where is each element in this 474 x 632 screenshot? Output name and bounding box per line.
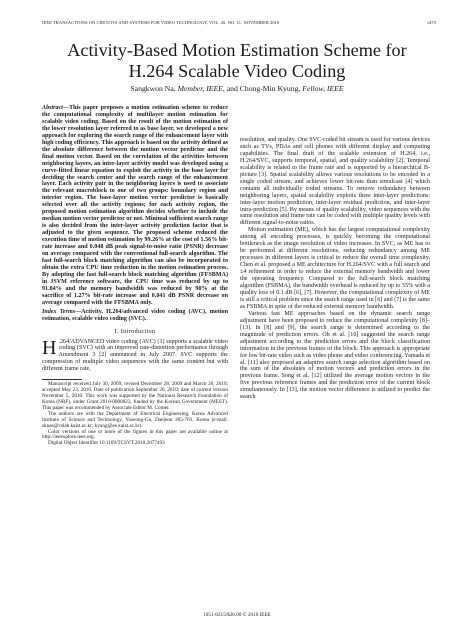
page-number: 1475	[426, 20, 436, 25]
copyright-footer: 1051-8215/$26.00 © 2010 IEEE	[203, 612, 271, 618]
drop-cap: H	[42, 338, 57, 359]
paper-title	[20, 40, 454, 81]
author-2-role: Fellow, IEEE	[302, 84, 344, 93]
introduction-text: .264/ADVANCED video coding (AVC) [1] supports a scalable video coding (SVC) with an improved rate-distortion performance through Amendment 3 [2] announced in July 2007. SVC supports the compression of multiple video sequences with the same content but with different frame rate,	[42, 338, 228, 373]
author-join: and Chong-Min Kyung,	[226, 84, 301, 93]
author-1-name: Sangkwon Na,	[130, 84, 176, 93]
abstract-text: —This paper proposes a motion estimation scheme to reduce the computational complexity of multilayer motion estimation for scalable video coding. Based on the result of the motion estimation of the lower resolution layer referred to as base layer, we developed a new approach for exploring the search range of the enhancement layer with high coding efficiency. This approach is based on the activity defined as the absolute difference between the motion vector predictor and the final motion vector. Based on the correlation of the activities between neighboring layers, an inter-layer activity model was developed using a curve-fitted linear equation to exploit the activity in the base layer for deciding the search center and the search range of the enhancement layer. Each activity pair in the neighboring layers is used to associate the relevant macroblock to one of two groups: boundary region and interior region. The base-layer motion vector predictor is basically selected over all the activity regions; for each activity region, the proposed motion estimation algorithm decides whether to include the median motion vector predictor or not. Minimal sufficient search range is also decided from the inter-layer activity prediction factor that is adjusted to the given sequence. The proposed scheme reduced the execution time of motion estimation by 99.26% at the cost of 1.56% bit-rate increase and 0.048 dB peak signal-to-noise ratio (PSNR) decrease on average compared with the conventional full-search algorithm. The fast full-search block matching algorithm can also be incorporated to obtain the extra CPU time reduction in the motion estimation process. By adopting the fast full-search block matching algorithm (FFSBMA) in JSVM reference software, the CPU time was reduced by up to 91.84% and the memory bandwidth was reduced by 90% at the sacrifice of 1.27% bit-rate increase and 0.041 dB PSNR decrease on average compared with the FFSBMA only.	[42, 105, 228, 306]
footnote-doi: Digital Object Identifier 10.1109/TCSVT.2010.2077493	[48, 440, 165, 447]
introduction-paragraph	[42, 339, 228, 374]
index-terms-text: —Activity, H.264/advanced video coding (AVC), motion estimation, scalable video coding (SVC).	[42, 308, 228, 322]
title-line-1: Activity-Based Motion Estimation Scheme for	[67, 40, 407, 60]
footnotes	[42, 382, 228, 447]
title-line-2: H.264 Scalable Video Coding	[128, 60, 346, 81]
author-line	[20, 84, 454, 93]
running-header	[42, 20, 436, 28]
index-terms	[42, 309, 228, 323]
left-column	[42, 105, 228, 447]
section-heading-introduction: I. Introduction	[114, 327, 156, 335]
author-1-role: Member, IEEE,	[177, 84, 225, 93]
right-paragraph-3: Various fast ME approaches based on the dynamic search range adjustment have been proposed to reduce the computational complexity [8]–[13]. In [8] and [9], the search range is determined according to the magnitude of prediction errors. Oh et al. [10] suggested the search range adjustment according to the prediction errors and the block classification information in the previous frames of the block. This approach is appropriate for low bit-rate video such as video phone and video conferencing. Yamada et al. [11] also proposed an adaptive search range selection algorithm based on the sum of the absolutes of motion vectors and prediction errors in the previous frame. Song et al. [12] utilized the average motion vectors in the five previous reference frames and the prediction error of the current block simultaneously. In [13], the motion vector difference is utilized to predict the search	[240, 310, 430, 401]
footnote-affiliation: The authors are with the Department of Electrical Engineering, Korea Advanced Institute of Science and Technology, Yuseong-Gu, Daejeon 305-701, Korea (e-mail: sknas@vslab.kaist.ac.kr; kyung@ee.kaist.ac.kr).	[42, 410, 228, 429]
index-terms-label: Index Terms	[42, 308, 76, 315]
abstract-label: Abstract	[42, 105, 63, 111]
right-paragraph-2: Motion estimation (ME), which has the largest computational complexity among all encoding processes, is quickly becoming the computational bottleneck as the image resolution of video increases. In SVC, as ME has to be performed at different resolutions, reducing redundancy among ME processes in different layers is critical to reduce the overall time complexity. Chen et al. proposed a ME architecture for H.264/SVC with a full search and ±4 refinement in order to reduce the external memory bandwidth and lower the operating frequency. Compared to the full-search block matching algorithm (FSBMA), the bandwidth overhead is reduced by up to 55% with a quality loss of 0.1 dB [6], [7]. However, the computational complexity of ME is still a critical problem since the search range used in [6] and [7] is the same as FSBMA in spite of the reduced external memory bandwidth.	[240, 227, 430, 310]
abstract	[42, 105, 228, 307]
right-paragraph-1: resolution, and quality. One SVC-coded bit stream is used for various devices such as TVs, PDAs and cell phones with different display and computing capabilities. The final draft of the scalable extension of H.264, i.e., H.264/SVC, supports temporal, spatial, and quality scalability [2]. Temporal scalability is related to the frame rate and is supported by a hierarchical B-picture [3]. Spatial scalability allows various resolutions to be encoded in a single coded stream, and achieves lower bit-rate than simulcast [4] which contains all individually coded streams. To remove redundancy between neighboring layers, spatial scalability exploits three inter-layer predictions: inter-layer motion prediction, inter-layer residual prediction, and inter-layer intra-prediction [5]. By means of quality scalability, video sequences with the same resolution and frame rate can be coded with multiple quality levels with different signal-to-noise ratios.	[240, 137, 430, 227]
footnote-manuscript: Manuscript received July 30, 2009; revised December 28, 2009 and March 26, 2010; accepted May 23, 2010. Date of publication September 20, 2010; date of current version November 5, 2010. This work was supported by the National Research Foundation of Korea (NRF), under Grant 2010-0000823, funded by the Korean Government (MEST). This paper was recommended by Associate Editor M. Comer.	[42, 381, 228, 411]
journal-name: IEEE TRANSACTIONS ON CIRCUITS AND SYSTEMS FOR VIDEO TECHNOLOGY, VOL. 20, NO. 11, NOVEMBER 2010	[42, 20, 280, 25]
footnote-color-versions: Color versions of one or more of the figures in this paper are available online at http://ieeexplore.ieee.org.	[42, 428, 228, 441]
footnote-divider	[42, 379, 82, 380]
right-column	[240, 137, 430, 401]
